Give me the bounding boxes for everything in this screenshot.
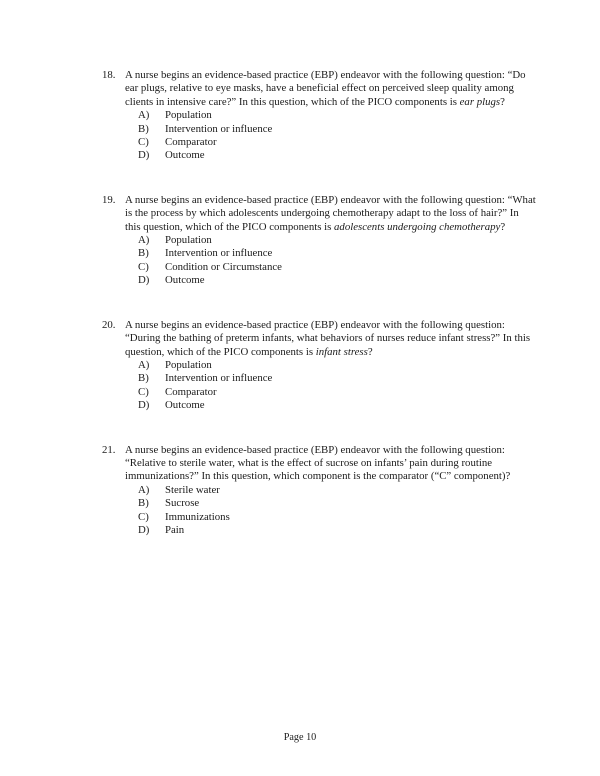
- option-text: Sterile water: [165, 483, 220, 496]
- option-letter: A): [138, 234, 150, 247]
- page-number-footer: Page 10: [283, 732, 317, 743]
- option-text: Comparator: [165, 385, 217, 398]
- option-d: [125, 274, 537, 287]
- question-stem: [125, 69, 537, 109]
- stem-tail: ?: [367, 345, 373, 358]
- stem-italic-term: infant stress: [315, 345, 368, 358]
- option-text: Intervention or influence: [165, 247, 273, 260]
- stem-tail: ?: [500, 220, 506, 233]
- question-20: [0, 319, 600, 413]
- option-letter: C): [138, 385, 149, 398]
- option-letter: C): [138, 136, 149, 149]
- stem-tail: ?: [500, 95, 505, 108]
- option-text: Immunizations: [165, 510, 230, 523]
- option-letter: C): [138, 260, 149, 273]
- answer-options: [125, 234, 537, 288]
- question-body: [125, 194, 537, 288]
- option-b: [125, 123, 537, 136]
- question-body: [125, 69, 537, 163]
- option-d: [125, 399, 537, 412]
- option-a: [125, 234, 537, 247]
- question-number: 21.: [102, 443, 116, 456]
- option-c: [125, 261, 537, 274]
- option-b: [125, 372, 537, 385]
- question-19: [0, 194, 600, 288]
- question-number: 18.: [102, 69, 116, 81]
- stem-italic-term: adolescents undergoing chemotherapy: [334, 220, 501, 233]
- option-letter: B): [138, 247, 149, 260]
- stem-text: A nurse begins an evidence-based practice (EBP) endeavor with the following question: “Relative to sterile water, what is the effect of sucrose on infants’ pain during routine immunizations?” In this question, which component is the comparator (“C” component)?: [125, 443, 511, 483]
- option-text: Outcome: [165, 274, 205, 287]
- question-number: 19.: [102, 193, 116, 206]
- stem-text: A nurse begins an evidence-based practice (EBP) endeavor with the following question: “Do ear plugs, relative to eye masks, have a beneficial effect on perceived sleep quality among clients in intensive care?” In this question, which of the PICO components is: [125, 69, 526, 108]
- option-text: Population: [165, 358, 212, 371]
- question-body: [125, 319, 537, 413]
- stem-text: A nurse begins an evidence-based practice (EBP) endeavor with the following question: “What is the process by which adolescents undergoing chemotherapy adapt to the loss of hair?” In this question, which of the PICO components is: [125, 193, 536, 233]
- question-number: 20.: [102, 318, 116, 331]
- question-18: [0, 69, 600, 163]
- answer-options: [125, 109, 537, 163]
- option-c: [125, 386, 537, 399]
- option-letter: A): [138, 109, 150, 122]
- option-letter: D): [138, 149, 150, 162]
- option-letter: B): [138, 122, 149, 135]
- option-text: Intervention or influence: [165, 122, 273, 135]
- option-letter: D): [138, 523, 150, 536]
- option-letter: D): [138, 399, 150, 412]
- option-text: Sucrose: [165, 497, 200, 510]
- option-text: Intervention or influence: [165, 372, 273, 385]
- option-c: [125, 136, 537, 149]
- option-b: [125, 247, 537, 260]
- option-a: [125, 484, 537, 497]
- option-letter: B): [138, 497, 149, 510]
- option-a: [125, 109, 537, 122]
- option-text: Outcome: [165, 149, 205, 162]
- option-text: Population: [165, 234, 212, 247]
- option-text: Outcome: [165, 399, 205, 412]
- question-stem: [125, 444, 537, 484]
- answer-options: [125, 359, 537, 413]
- option-text: Condition or Circumstance: [165, 260, 282, 273]
- option-text: Population: [165, 109, 212, 122]
- option-letter: A): [138, 358, 150, 371]
- option-letter: C): [138, 510, 149, 523]
- option-text: Comparator: [165, 136, 217, 149]
- option-c: [125, 511, 537, 524]
- option-letter: A): [138, 483, 150, 496]
- answer-options: [125, 484, 537, 538]
- option-letter: B): [138, 372, 149, 385]
- option-a: [125, 359, 537, 372]
- question-stem: [125, 319, 537, 359]
- option-d: [125, 524, 537, 537]
- stem-text: A nurse begins an evidence-based practice (EBP) endeavor with the following question: “During the bathing of preterm infants, what behaviors of nurses reduce infant stress?” In this question, which of the PICO components is: [125, 318, 531, 358]
- option-b: [125, 497, 537, 510]
- option-text: Pain: [165, 523, 185, 536]
- question-stem: [125, 194, 537, 234]
- option-d: [125, 149, 537, 162]
- stem-italic-term: ear plugs: [459, 95, 501, 108]
- question-body: [125, 444, 537, 538]
- question-21: [0, 444, 600, 538]
- option-letter: D): [138, 274, 150, 287]
